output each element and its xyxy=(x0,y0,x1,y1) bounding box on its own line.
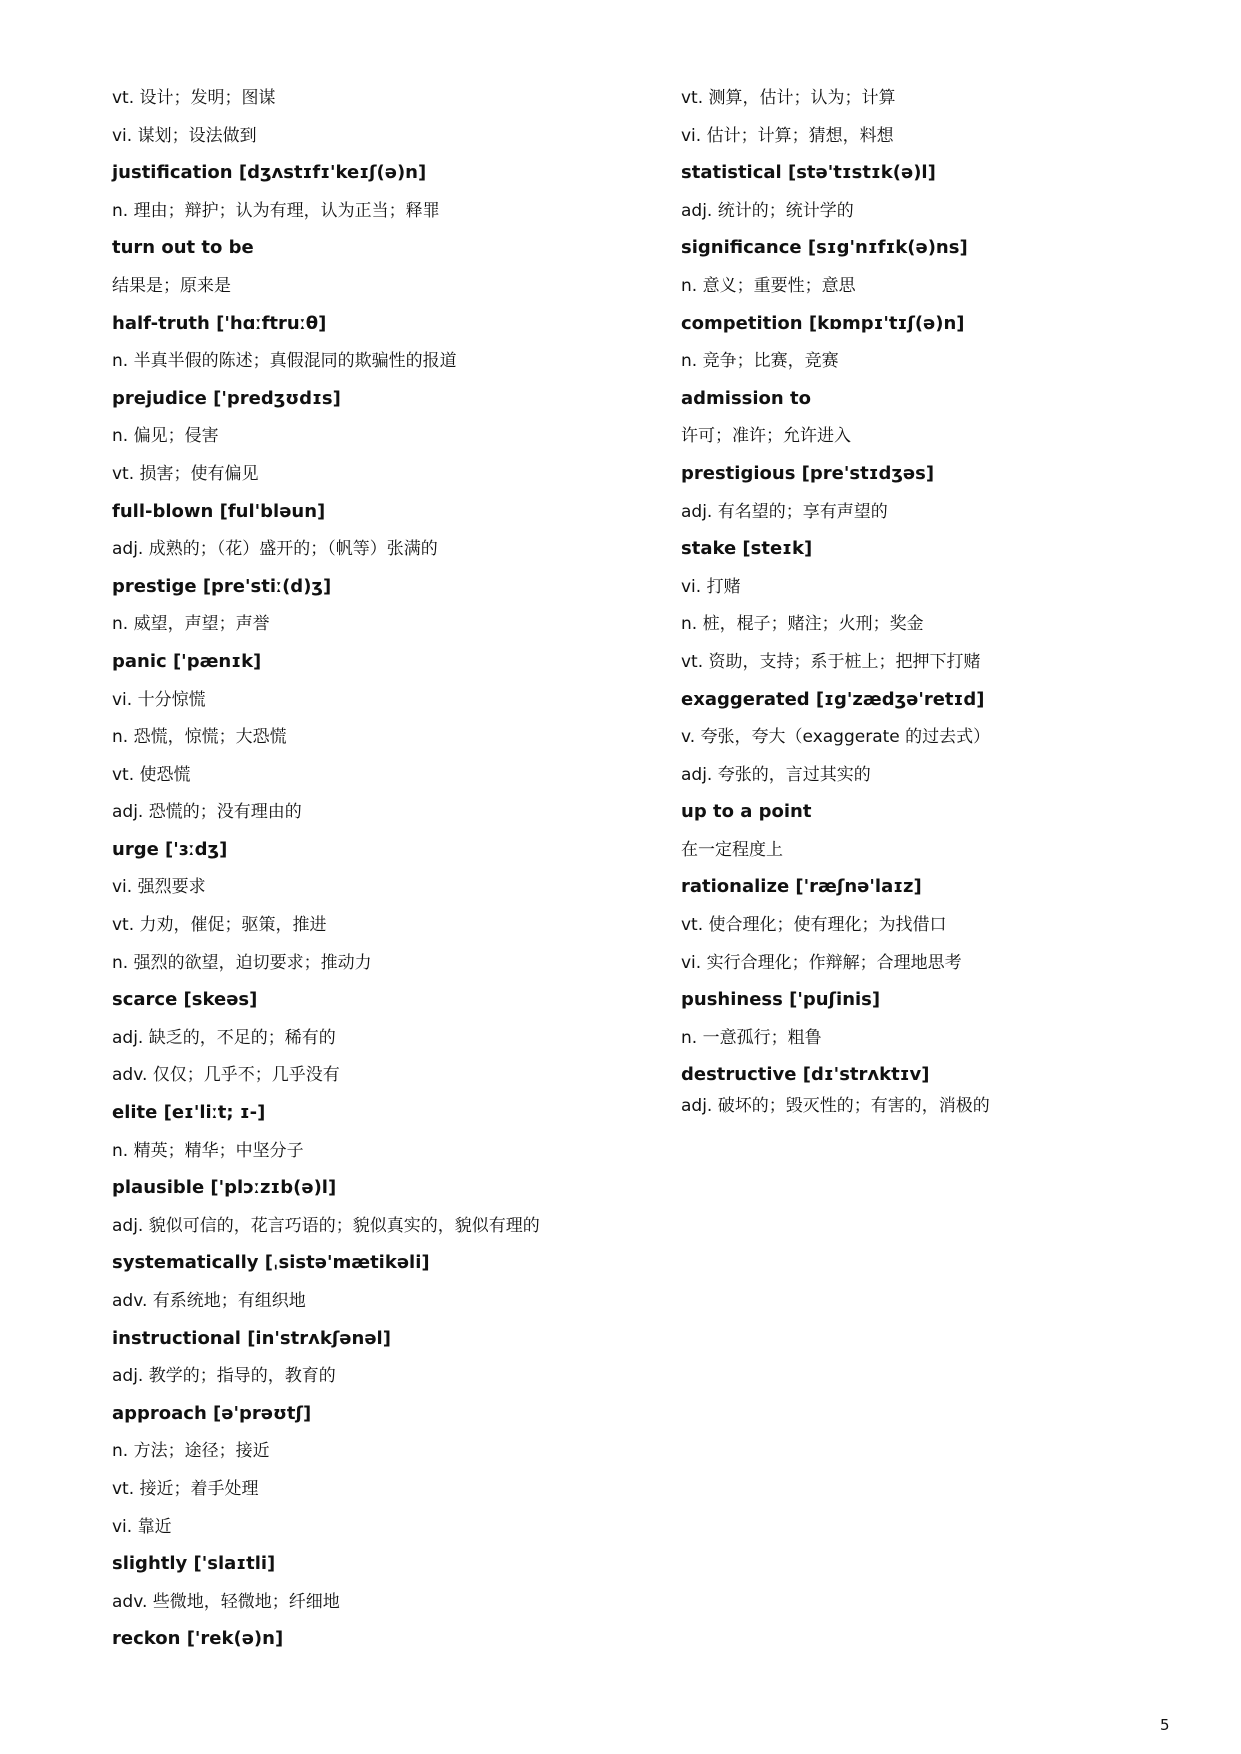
definition-line: 许可；准许；允许进入 xyxy=(681,426,851,447)
definition-line: n. 理由；辩护；认为有理，认为正当；释罪 xyxy=(112,200,440,221)
headword-line: turn out to be xyxy=(112,237,254,259)
definition-line: adv. 有系统地；有组织地 xyxy=(112,1291,306,1311)
definition-line: n. 意义；重要性；意思 xyxy=(681,275,856,296)
headword-line: exaggerated [ɪg'zædʒə'retɪd] xyxy=(681,688,985,710)
headword-line: competition [kɒmpɪ'tɪʃ(ə)n] xyxy=(681,312,965,334)
definition-line: vi. 谋划；设法做到 xyxy=(112,125,257,146)
definition-line: 在一定程度上 xyxy=(681,839,783,860)
definition-line: vt. 测算，估计；认为；计算 xyxy=(681,88,896,108)
definition-line: vt. 损害；使有偏见 xyxy=(112,463,259,484)
headword-line: pushiness ['puʃinis] xyxy=(681,989,881,1011)
definition-line: 结果是；原来是 xyxy=(112,275,231,296)
definition-line: vi. 强烈要求 xyxy=(112,877,206,898)
definition-line: vt. 设计；发明；图谋 xyxy=(112,88,276,108)
definition-line: n. 精英；精华；中坚分子 xyxy=(112,1140,304,1161)
definition-line: vt. 资助，支持；系于桩上；把押下打赌 xyxy=(681,651,981,672)
definition-line: adj. 夸张的，言过其实的 xyxy=(681,764,871,785)
definition-line: v. 夸张，夸大（exaggerate 的过去式） xyxy=(681,727,991,748)
definition-line: n. 恐慌，惊慌；大恐慌 xyxy=(112,727,287,748)
definition-line: n. 强烈的欲望，迫切要求；推动力 xyxy=(112,952,372,973)
headword-line: full-blown [ful'bləun] xyxy=(112,500,326,522)
headword-line: elite [eɪ'liːt; ɪ-] xyxy=(112,1102,266,1124)
definition-line: vt. 力劝，催促；驱策，推进 xyxy=(112,915,327,936)
headword-line: instructional [in'strʌkʃənəl] xyxy=(112,1327,391,1349)
left-column xyxy=(112,85,672,1664)
definition-line: adj. 恐慌的；没有理由的 xyxy=(112,802,302,823)
headword-line: urge ['ɜːdʒ] xyxy=(112,838,228,860)
definition-line: n. 方法；途径；接近 xyxy=(112,1441,270,1462)
headword-line: statistical [stə'tɪstɪk(ə)l] xyxy=(681,162,936,184)
definition-line: adj. 破坏的；毁灭性的；有害的，消极的 xyxy=(681,1096,990,1117)
headword-line: plausible ['plɔːzɪb(ə)l] xyxy=(112,1177,337,1199)
definition-line: vi. 实行合理化；作辩解；合理地思考 xyxy=(681,952,962,973)
definition-line: vi. 十分惊慌 xyxy=(112,689,206,710)
definition-line: adj. 缺乏的，不足的；稀有的 xyxy=(112,1027,336,1048)
definition-line: adj. 有名望的；享有声望的 xyxy=(681,501,888,522)
headword-line: stake [steɪk] xyxy=(681,538,813,560)
headword-line: approach [ə'prəʊtʃ] xyxy=(112,1402,312,1424)
definition-line: adj. 统计的；统计学的 xyxy=(681,200,854,221)
headword-line: destructive [dɪ'strʌktɪv] xyxy=(681,1064,930,1086)
headword-line: up to a point xyxy=(681,801,812,823)
definition-line: n. 偏见；侵害 xyxy=(112,426,219,447)
headword-line: slightly ['slaɪtli] xyxy=(112,1553,276,1575)
definition-line: adj. 成熟的；（花）盛开的；（帆等）张满的 xyxy=(112,539,438,560)
headword-line: prestigious [pre'stɪdʒəs] xyxy=(681,462,935,484)
headword-line: panic ['pænɪk] xyxy=(112,650,262,672)
headword-line: systematically [ˌsistə'mætikəli] xyxy=(112,1252,430,1274)
definition-line: n. 一意孤行；粗鲁 xyxy=(681,1027,822,1048)
definition-line: n. 半真半假的陈述；真假混同的欺骗性的报道 xyxy=(112,351,457,372)
headword-line: rationalize ['ræʃnə'laɪz] xyxy=(681,876,922,898)
headword-line: half-truth ['hɑːftruːθ] xyxy=(112,312,327,334)
definition-line: vt. 使恐慌 xyxy=(112,764,191,785)
definition-line: vi. 打赌 xyxy=(681,576,741,597)
page-number: 5 xyxy=(1160,1716,1170,1734)
headword-line: significance [sɪg'nɪfɪk(ə)ns] xyxy=(681,237,968,259)
definition-line: adj. 教学的；指导的，教育的 xyxy=(112,1366,336,1387)
definition-line: vi. 靠近 xyxy=(112,1516,172,1537)
definition-line: vt. 接近；着手处理 xyxy=(112,1478,259,1499)
definition-line: vi. 估计；计算；猜想，料想 xyxy=(681,125,894,146)
headword-line: prestige [pre'stiː(d)ʒ] xyxy=(112,575,332,597)
definition-line: n. 竞争；比赛，竞赛 xyxy=(681,351,839,372)
definition-line: adv. 些微地，轻微地；纤细地 xyxy=(112,1591,340,1612)
definition-line: vt. 使合理化；使有理化；为找借口 xyxy=(681,915,947,936)
right-column xyxy=(681,85,1221,1131)
definition-line: n. 威望，声望；声誉 xyxy=(112,614,270,635)
definition-line: n. 桩，棍子；赌注；火刑；奖金 xyxy=(681,614,924,635)
headword-line: reckon ['rek(ə)n] xyxy=(112,1628,284,1650)
headword-line: prejudice ['predʒʊdɪs] xyxy=(112,387,341,409)
definition-line: adv. 仅仅；几乎不；几乎没有 xyxy=(112,1065,340,1086)
headword-line: admission to xyxy=(681,387,811,409)
headword-line: scarce [skeəs] xyxy=(112,989,258,1011)
headword-line: justification [dʒʌstɪfɪ'keɪʃ(ə)n] xyxy=(112,162,427,184)
definition-line: adj. 貌似可信的，花言巧语的；貌似真实的，貌似有理的 xyxy=(112,1215,540,1236)
